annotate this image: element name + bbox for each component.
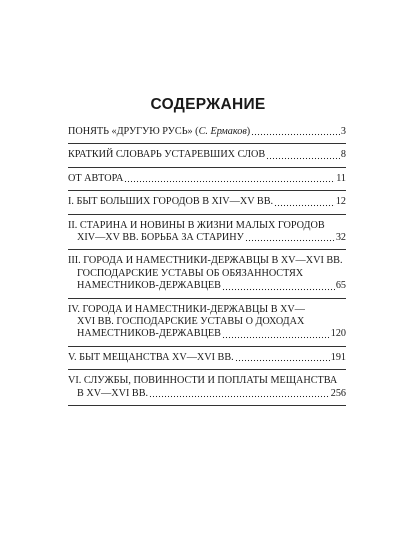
toc-entry-title-text: ПОНЯТЬ «ДРУГУЮ РУСЬ» ( [68,126,199,137]
toc-page-number: 120 [330,328,346,340]
toc-entry-title [77,328,221,340]
toc-entry[interactable] [68,255,346,298]
toc-entry-leader-line [68,149,346,161]
dot-leader [251,133,340,136]
entry-divider [68,214,346,215]
toc-entry-title-text: В XV—XVI ВВ. [77,387,149,399]
entry-divider [68,298,346,299]
dot-leader [222,288,335,291]
toc-entry[interactable] [68,126,346,144]
toc-entry-leader-line [68,352,346,364]
toc-entry-leader-line [68,328,346,340]
toc-entry-leader-line [68,196,346,208]
toc-entry-title [68,149,265,161]
toc-entry-title [68,352,234,364]
dot-leader [222,336,330,339]
toc-entry-title [68,196,273,208]
toc-page-number: 12 [335,196,346,208]
toc-entry-leader-line [68,280,346,292]
toc-page-number: 191 [330,351,346,363]
toc-entry-title-line: III. ГОРОДА И НАМЕСТНИКИ-ДЕРЖАВЦЫ В XV—XVI ВВ. [68,255,343,267]
toc-entry[interactable] [68,220,346,251]
entry-divider [68,249,346,250]
toc-entry-leader-line [68,232,346,244]
toc-entry[interactable] [68,375,346,406]
toc-page-number: 32 [335,232,346,244]
toc-entry-title-text: XIV—XV ВВ. БОРЬБА ЗА СТАРИНУ [77,232,244,244]
toc-entry-title-text: КРАТКИЙ СЛОВАРЬ УСТАРЕВШИХ СЛОВ [68,149,266,161]
toc-entry-leader-line [68,388,346,400]
entry-divider [68,143,346,144]
toc-entry[interactable] [68,173,346,191]
toc-entry-title-line: II. СТАРИНА И НОВИНЫ В ЖИЗНИ МАЛЫХ ГОРОДОВ [68,219,325,231]
entry-divider [68,167,346,168]
entry-divider [68,190,346,191]
toc-page-number: 3 [340,126,346,137]
toc-entry-title-line: ГОСПОДАРСКИЕ УСТАВЫ ОБ ОБЯЗАННОСТЯХ [77,267,304,279]
table-of-contents [68,126,346,406]
toc-entry[interactable] [68,149,346,167]
dot-leader [149,395,330,398]
toc-entry-author: С. Ермаков [198,126,247,137]
dot-leader [274,204,335,207]
toc-entry-title [77,232,244,244]
toc-entry-title-line: IV. ГОРОДА И НАМЕСТНИКИ-ДЕРЖАВЦЫ В XV— [68,303,305,315]
toc-entry[interactable] [68,196,346,214]
entry-divider [68,369,346,370]
dot-leader [235,359,330,362]
toc-entry-title-suffix: ) [246,126,251,137]
toc-entry-title [77,388,148,400]
toc-entry-title-line: VI. СЛУЖБЫ, ПОВИННОСТИ И ПОПЛАТЫ МЕЩАНСТВА [68,375,338,387]
toc-entry[interactable] [68,352,346,370]
toc-entry-title [68,173,123,185]
toc-entry-title-text: ОТ АВТОРА [68,172,124,184]
dot-leader [266,157,340,160]
toc-entry[interactable] [68,304,346,347]
toc-entry-title [77,280,221,292]
toc-entry-title [68,126,250,138]
toc-title: СОДЕРЖАНИЕ [150,96,266,113]
toc-entry-title-text: I. БЫТ БОЛЬШИХ ГОРОДОВ В XIV—XV ВВ. [68,196,274,208]
toc-entry-title-line: XVI ВВ. ГОСПОДАРСКИЕ УСТАВЫ О ДОХОДАХ [77,316,305,328]
dot-leader [124,180,335,183]
toc-entry-title-text: НАМЕСТНИКОВ-ДЕРЖАВЦЕВ [77,328,221,340]
toc-entry-leader-line [68,173,346,185]
dot-leader [245,239,335,242]
entry-divider [68,346,346,347]
toc-page-number: 65 [335,280,346,292]
toc-entry-title-text: V. БЫТ МЕЩАНСТВА XV—XVI ВВ. [68,351,234,363]
entry-divider [68,405,346,406]
toc-entry-leader-line [68,126,346,138]
toc-entry-title-text: НАМЕСТНИКОВ-ДЕРЖАВЦЕВ [77,280,221,292]
toc-page-number: 256 [330,387,346,399]
toc-page-number: 8 [340,149,346,161]
toc-page-number: 11 [336,172,346,184]
